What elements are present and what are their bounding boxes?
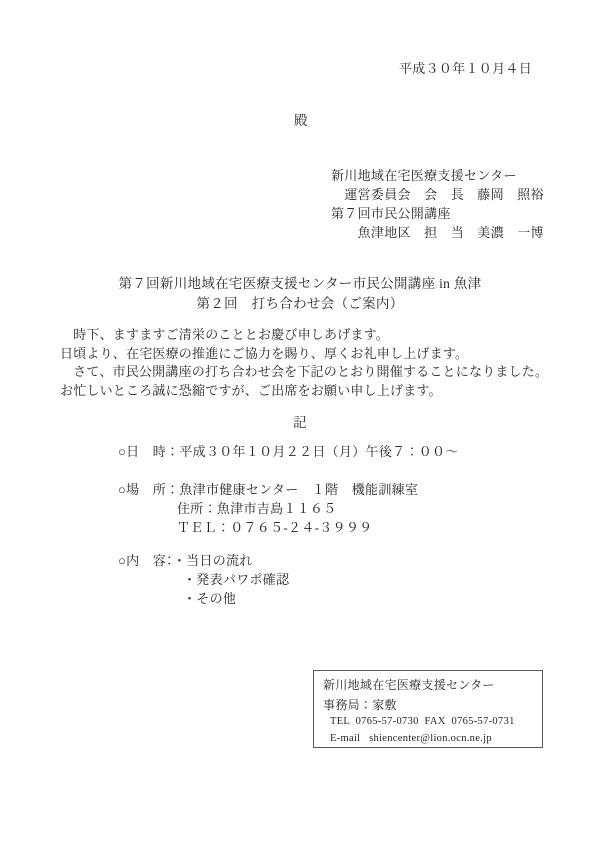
sender-block [331, 166, 544, 242]
greeting-line-2: 日頃より、在宅医療の推進にご協力を賜り、厚くお礼申し上げます。 [60, 345, 469, 361]
addressee-suffix: 殿 [294, 113, 308, 128]
footer-org: 新川地域在宅医療支援センター [323, 678, 495, 692]
date-line: 平成３０年１０月４日 [399, 61, 533, 76]
footer-office: 事務局：家敷 [323, 698, 397, 712]
sender-chairman-line: 運営委員会 会 長 藤岡 照裕 [331, 187, 544, 202]
greeting-line-4: お忙しいところ誠に恐縮ですが、ご出席をお願い申し上げます。 [60, 382, 442, 398]
record-marker: 記 [293, 415, 307, 430]
footer-tel-fax: TEL 0765-57-0730 FAX 0765-57-0731 [330, 716, 515, 727]
footer-email: E-mail shiencenter@lion.ocn.ne.jp [330, 733, 492, 744]
sender-contact-line: 魚津地区 担 当 美濃 一博 [331, 225, 544, 240]
detail-contents-first: ○内 容：・当日の流れ [118, 553, 253, 568]
contact-info-box [313, 670, 543, 748]
document-title-line2: 第２回 打ち合わせ会（ご案内） [196, 296, 404, 311]
detail-contents-item3: ・その他 [183, 591, 237, 606]
detail-address: 住所：魚津市吉島１１６５ [177, 501, 337, 516]
title-block [0, 274, 600, 314]
greeting-line-3: さて、市民公開講座の打ち合わせ会を下記のとおり開催することになりました。 [60, 364, 549, 379]
detail-place: ○場 所：魚津市健康センター １階 機能訓練室 [118, 482, 419, 497]
detail-tel: ＴＥＬ：０７６５-２４-３９９９ [177, 520, 373, 535]
sender-org-line: 新川地域在宅医療支援センター [331, 168, 517, 183]
detail-contents-item2: ・発表パワポ確認 [183, 572, 290, 587]
detail-datetime: ○日 時：平成３０年１０月２２日（月）午後７：００～ [118, 444, 459, 459]
greeting-paragraph [60, 326, 550, 400]
document-title-line1: 第７回新川地域在宅医療支援センター市民公開講座 in 魚津 [118, 276, 482, 291]
sender-lecture-line: 第７回市民公開講座 [331, 206, 451, 221]
greeting-line-1: 時下、ますますご清栄のこととお慶び申しあげます。 [60, 327, 389, 342]
